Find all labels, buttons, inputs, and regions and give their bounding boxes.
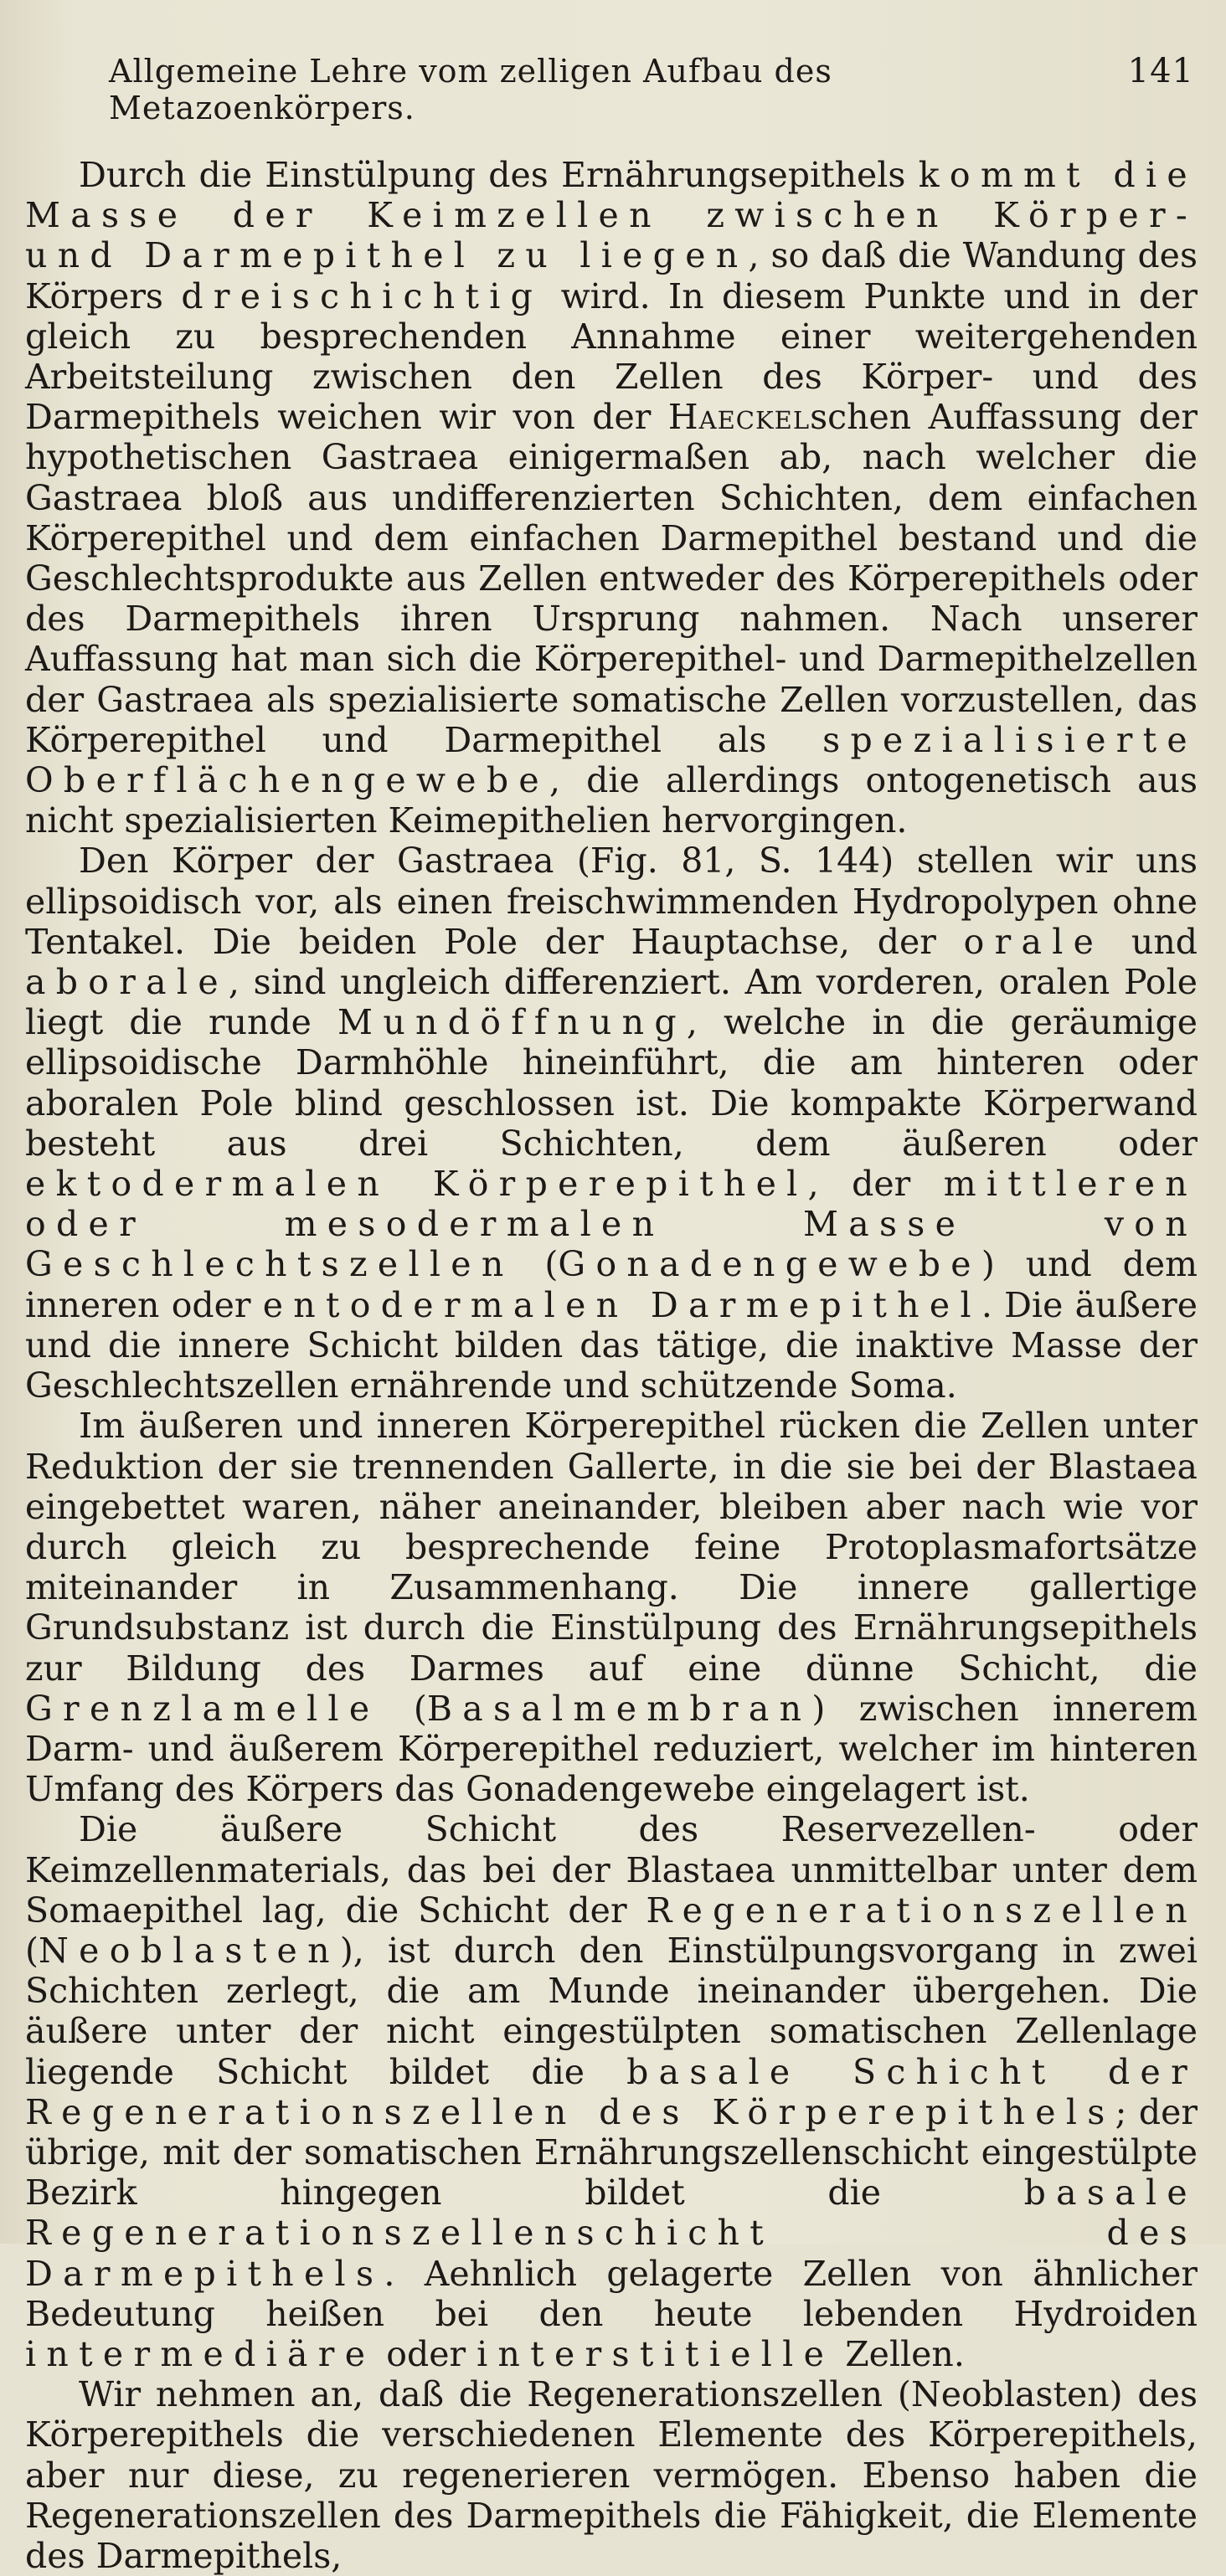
text-run: Wir nehmen an, daß die Regenerationszellen (Neoblasten) des Körperepithels die verschiedenen Elemente des Körperepithels, aber nur diese, zu regenerieren vermögen. Ebenso haben die Regenerationszellen des Darmepithels die Fähigkeit, die Elemente des Darmepithels, bbox=[25, 2374, 1198, 2576]
paragraph bbox=[25, 1406, 1198, 1809]
text-run: ) und dem inneren oder bbox=[25, 1244, 1198, 1325]
text-run: ( bbox=[379, 1688, 427, 1729]
text-run: ; der übrige, mit der somatischen Ernährungszellenschicht eingestülpte Bezirk hingegen bildet die bbox=[25, 2091, 1198, 2214]
paragraph bbox=[25, 1809, 1198, 2374]
author-name: Haeckel bbox=[667, 397, 811, 438]
text-run: ( bbox=[513, 1244, 559, 1285]
text-run: Zellen. bbox=[834, 2333, 965, 2374]
text-run: , der bbox=[807, 1164, 944, 1205]
spaced-emphasis: orale bbox=[963, 921, 1105, 962]
text-run: wird. In diesem Punkte und in der gleich zu besprechenden Annahme einer weitergehenden Arbeitsteilung zwischen den Zellen des Körper- und des Darmepithels weichen wir von der bbox=[25, 275, 1198, 438]
body-text bbox=[25, 155, 1198, 2576]
spaced-emphasis: Neoblasten bbox=[39, 1930, 340, 1971]
text-run: ) zwischen innerem Darm- und äußerem Körperepithel reduziert, welcher im hinteren Umfang des Körpers das Gonadengewebe eingelagert ist. bbox=[25, 1688, 1198, 1810]
text-run: , so daß die Wandung des Körpers bbox=[25, 235, 1198, 316]
spaced-emphasis: dreischichtig bbox=[181, 275, 543, 316]
text-run: ), ist durch den Einstülpungsvorgang in zwei Schichten zerlegt, die am Munde ineinander übergehen. Die äußere unter der nicht eingestülpten somatischen Zellenlage liegende Schicht bildet die bbox=[25, 1930, 1198, 2092]
paragraph bbox=[25, 2374, 1198, 2576]
spaced-emphasis: Regenerationszellen bbox=[646, 1890, 1198, 1931]
spaced-emphasis: aborale bbox=[25, 962, 229, 1003]
spaced-emphasis: mittleren oder mesodermalen Masse von Geschlechtszellen bbox=[25, 1164, 1198, 1285]
page-number: 141 bbox=[1127, 52, 1194, 90]
spaced-emphasis: ektodermalen Körperepithel bbox=[25, 1164, 808, 1205]
spaced-emphasis: kommt die Masse der Keimzellen zwischen Körper- und Darmepithel zu liegen bbox=[25, 155, 1198, 276]
text-run: Die äußere Schicht des Reservezellen- oder Keimzellenmaterials, das bei der Blastaea unmittelbar unter dem Somaepithel lag, die Schicht der bbox=[25, 1809, 1198, 1931]
text-run: , sind ungleich differenziert. Am vorderen, oralen Pole liegt die runde bbox=[25, 962, 1198, 1043]
running-header bbox=[109, 52, 1198, 126]
spaced-emphasis: interstitielle bbox=[476, 2333, 835, 2374]
text-run: oder bbox=[375, 2333, 477, 2374]
text-run: ( bbox=[25, 1930, 39, 1971]
spaced-emphasis: basale Regenerationszellenschicht des Darmepithels bbox=[25, 2172, 1198, 2294]
spaced-emphasis: Grenzlamelle bbox=[25, 1688, 380, 1729]
paragraph bbox=[25, 841, 1198, 1406]
text-run: , welche in die geräumige ellipsoidische Darmhöhle hineinführt, die am hinteren oder aboralen Pole blind geschlossen ist. Die kompakte Körperwand besteht aus drei Schichten, dem äußeren oder bbox=[25, 1002, 1198, 1164]
spaced-emphasis: Gonadengewebe bbox=[558, 1244, 981, 1285]
text-run: , die allerdings ontogenetisch aus nicht spezialisierten Keimepithelien hervorgingen. bbox=[25, 760, 1198, 841]
spaced-emphasis: Basalmembran bbox=[426, 1688, 812, 1729]
spaced-emphasis: spezialisierte Oberflächengewebe bbox=[25, 719, 1198, 801]
spaced-emphasis: basale Schicht der Regenerationszellen des Körperepithels bbox=[25, 2051, 1198, 2132]
text-run: . Die äußere und die innere Schicht bilden das tätige, die inaktive Masse der Geschlechtszellen ernährende und schützende Soma. bbox=[25, 1284, 1198, 1406]
text-run: Durch die Einstülpung des Ernährungsepithels bbox=[79, 155, 919, 195]
text-run: Den Körper der Gastraea (Fig. 81, S. 144) stellen wir uns ellipsoidisch vor, als einen freischwimmenden Hydropolypen ohne Tentakel. Die beiden Pole der Hauptachse, der bbox=[25, 841, 1198, 962]
running-title: Allgemeine Lehre vom zelligen Aufbau des Metazoenkörpers. bbox=[109, 53, 832, 126]
text-run: schen Auffassung der hypothetischen Gastraea einigermaßen ab, nach welcher die Gastraea bloß aus undifferenzierten Schichten, dem einfachen Körperepithel und dem einfachen Darmepithel bestand und die Geschlechtsprodukte aus Zellen entweder des Körperepithels oder des Darmepithels ihren Ursprung nahmen. Nach unserer Auffassung hat man sich die Körperepithel- und Darmepithelzellen der Gastraea als spezialisierte somatische Zellen vorzustellen, das Körperepithel und Darmepithel als bbox=[25, 397, 1198, 760]
spaced-emphasis: entodermalen Darmepithel bbox=[262, 1284, 981, 1325]
text-run: . Aehnlich gelagerte Zellen von ähnlicher Bedeutung heißen bei den heute lebenden Hydroiden bbox=[25, 2253, 1198, 2334]
spaced-emphasis: Mundöffnung bbox=[337, 1002, 687, 1043]
spaced-emphasis: intermediäre bbox=[25, 2333, 376, 2374]
paragraph bbox=[25, 155, 1198, 841]
text-run: Im äußeren und inneren Körperepithel rücken die Zellen unter Reduktion der sie trennenden Gallerte, in die sie bei der Blastaea eingebettet waren, näher aneinander, bleiben aber nach wie vor durch gleich zu besprechende feine Protoplasmafortsätze miteinander in Zusammenhang. Die innere gallertige Grundsubstanz ist durch die Einstülpung des Ernährungsepithels zur Bildung des Darmes auf eine dünne Schicht, die bbox=[25, 1406, 1198, 1689]
text-run: und bbox=[1104, 921, 1198, 962]
